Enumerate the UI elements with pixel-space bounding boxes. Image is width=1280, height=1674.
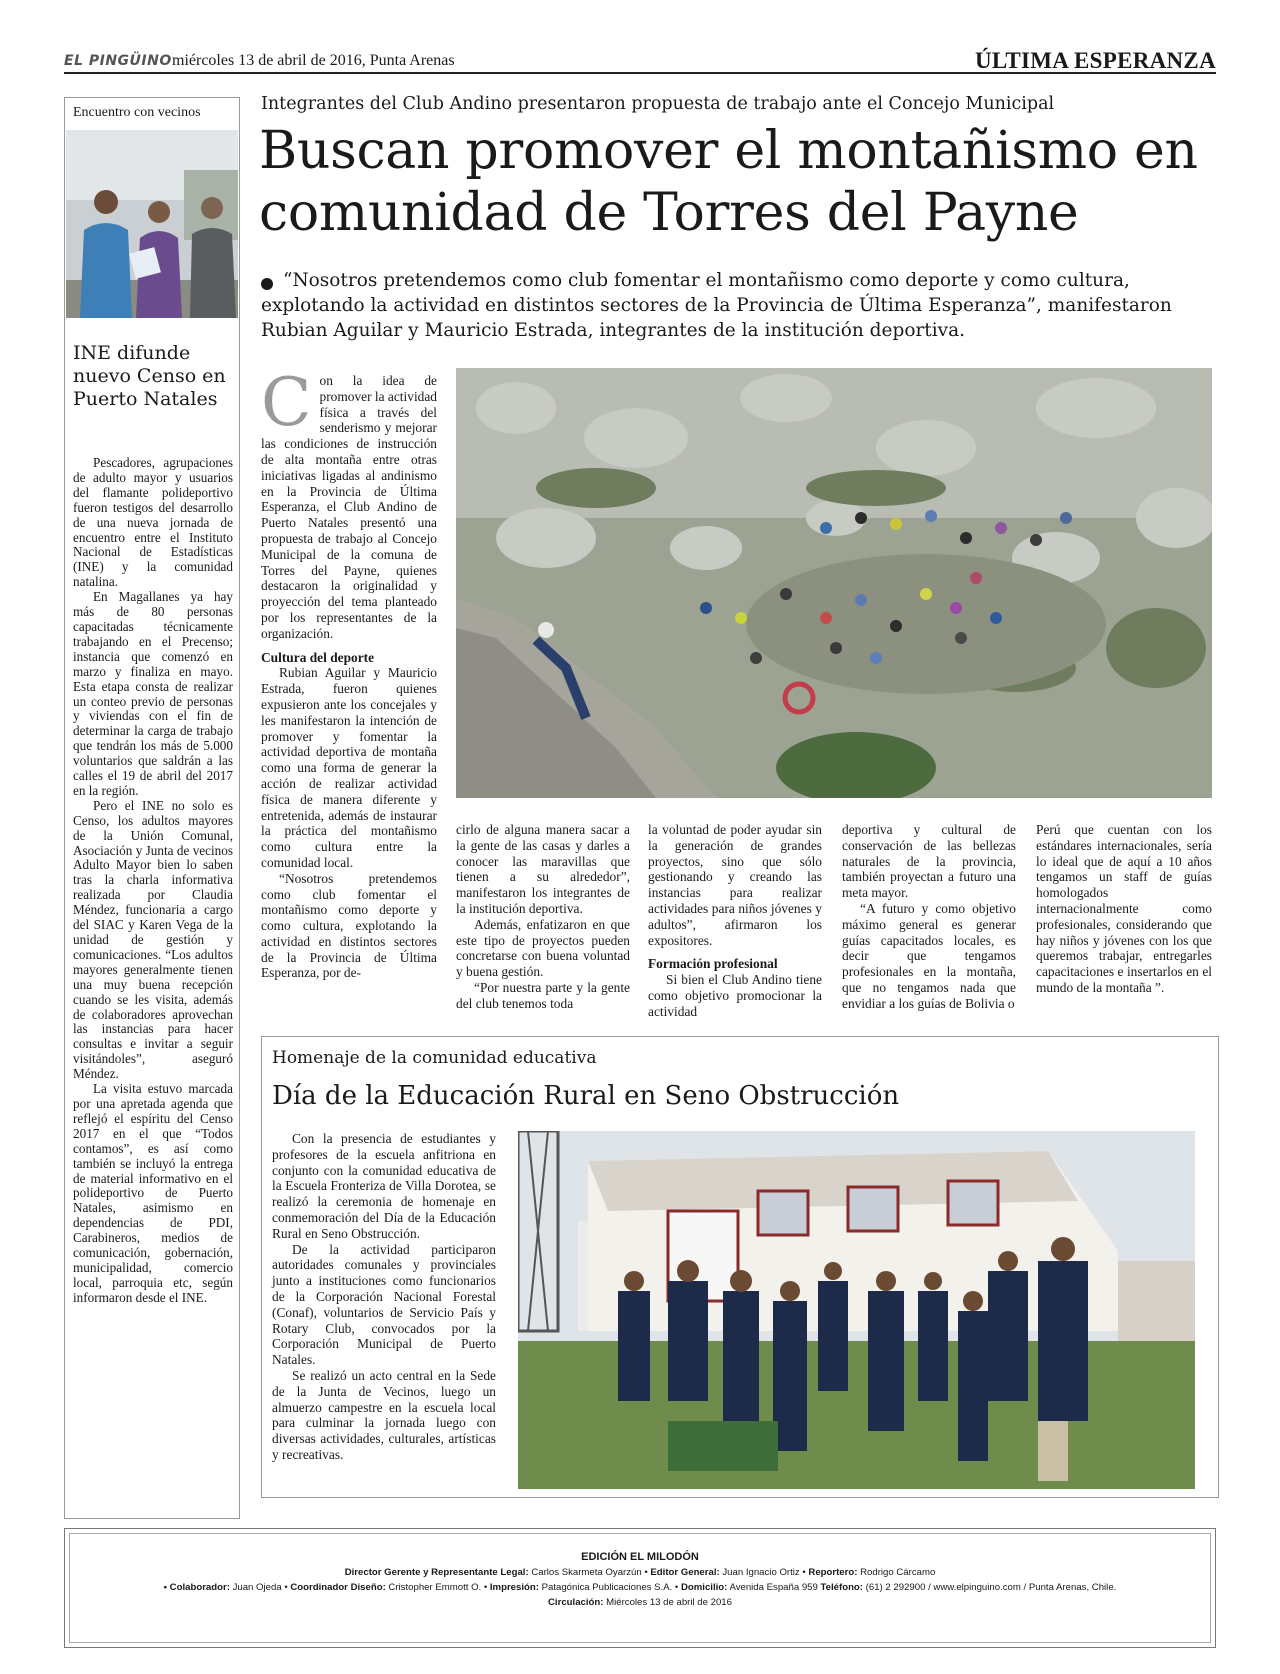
sidebar-paragraph: Pescadores, agrupaciones de adulto mayor y usuarios del flamante polideportivo fueron testigos del desarrollo de una nueva jornada de encuentro entre el Instituto Nacional de Estadísticas (INE) y la comunidad natalina.	[73, 455, 233, 590]
credit-label: Impresión:	[489, 1582, 539, 1593]
sidebar-photo	[66, 130, 238, 318]
article-kicker: Integrantes del Club Andino presentaron propuesta de trabajo ante el Concejo Municipal	[261, 94, 1055, 114]
edition-title: EDICIÓN EL MILODÓN	[581, 1551, 699, 1563]
credits-line-3	[70, 1595, 1210, 1610]
credit-label: Reportero:	[808, 1567, 858, 1578]
newspaper-logo: EL PINGÜINO	[64, 53, 172, 69]
article-column-5	[1036, 822, 1212, 996]
sidebar-headline: INE difunde nuevo Censo en Puerto Natales	[73, 342, 226, 410]
article-paragraph: la voluntad de poder ayudar sin la generación de grandes proyectos, sino que sólo gestionando y creando las instancias para realizar actividades para niños jóvenes y adultos”, afirmaron los expositores.	[648, 822, 822, 948]
sidebar-article	[64, 97, 240, 1519]
credits-footer	[64, 1528, 1216, 1648]
credits-inner	[69, 1533, 1211, 1643]
article-paragraph: “Nosotros pretendemos como club fomentar el montañismo como deporte y como cultura, explotando la actividad en distintos sectores de la Provincia de Última Esperanza, por de-	[261, 870, 437, 981]
credit-value: Carlos Skarmeta Oyarzún •	[528, 1567, 651, 1578]
credit-label: Domicilio:	[680, 1582, 728, 1593]
credit-label: Teléfono:	[820, 1582, 863, 1593]
sidebar-paragraph: Pero el INE no solo es Censo, los adultos mayores de la Unión Comunal, Asociación y Junta de vecinos Adulto Mayor bien lo saben tras la charla informativa realizada por Claudia Méndez, funcionaria a cargo del SIAC y Karen Vega de la unidad de gestión y comunicaciones. “Los adultos mayores generalmente tienen una muy buena recepción cuando se les visita, además de colaboradores aprovechan las instancias para hacer consultas e invitar a seguir visitándoles”, aseguró Méndez.	[73, 797, 233, 1082]
credit-label: Director Gerente y Representante Legal:	[344, 1567, 529, 1578]
sidebar-paragraph: En Magallanes ya hay más de 80 personas capacitadas técnicamente trabajando en el Precenso; instancia que comenzó en marzo y finaliza en mayo. Esta etapa consta de realizar un conteo previo de personas y viviendas con el fin de determinar la carga de trabajo que tendrán los más de 5.000 voluntarios que saldrán a las calles el 19 de abril del 2017 en la región.	[73, 589, 233, 798]
sidebar-caption: Encuentro con vecinos	[73, 105, 201, 120]
article-lead: “Nosotros pretendemos como club fomentar el montañismo como deporte y como cultura, explotando la actividad en distintos sectores de la Provincia de Última Esperanza”, manifestaron Rubian Aguilar y Mauricio Estrada, integrantes de la institución deportiva.	[261, 270, 1172, 341]
credits-line-1	[70, 1565, 1210, 1580]
credit-value: Patagónica Publicaciones S.A. •	[538, 1582, 681, 1593]
dateline: miércoles 13 de abril de 2016, Punta Arenas	[172, 52, 455, 69]
article-paragraph: “Por nuestra parte y la gente del club tenemos toda	[456, 979, 630, 1011]
box-body	[272, 1131, 496, 1463]
article-paragraph: Si bien el Club Andino tiene como objetivo promocionar la actividad	[648, 972, 822, 1019]
section-title: ÚLTIMA ESPERANZA	[974, 48, 1216, 73]
masthead	[64, 48, 1216, 74]
credit-label: Circulación:	[548, 1597, 604, 1608]
article-column-2	[456, 822, 630, 1012]
box-paragraph: Con la presencia de estudiantes y profesores de la escuela anfitriona en conjunto con la comunidad educativa de la Escuela Fronteriza de Villa Dorotea, se realizó la ceremonia de homenaje en conmemoración del Día de la Educación Rural en Seno Obstrucción.	[272, 1131, 496, 1241]
credits-line-2	[70, 1580, 1210, 1595]
article-text: on la idea de promover la actividad física a través del senderismo y mejorar las condiciones de instrucción de alta montaña entre otras iniciativas ligadas al andinismo en la Provincia de Última Esperanza, el Club Andino de Puerto Natales presentó una propuesta de trabajo al Concejo Municipal de la comuna de Torres del Payne, quienes destacaron la originalidad y proyección del tema planteado por los representantes de la organización.	[261, 373, 437, 641]
credit-value: Miércoles 13 de abril de 2016	[603, 1597, 732, 1608]
article-column-3	[648, 822, 822, 1020]
credit-value: Rodrigo Cárcamo	[857, 1567, 936, 1578]
credit-label: Editor General:	[650, 1567, 720, 1578]
article-headline: Buscan promover el montañismo en comunidad de Torres del Payne	[259, 121, 1198, 243]
box-paragraph: De la actividad participaron autoridades comunales y provinciales junto a instituciones como funcionarios de la Corporación Nacional Forestal (Conaf), voluntarios de Servicio País y Rotary Club, convocados por la Corporación Municipal de Puerto Natales.	[272, 1241, 496, 1368]
article-paragraph	[261, 364, 437, 642]
sidebar-paragraph: La visita estuvo marcada por una apretada agenda que reflejó el espíritu del Censo 2017 en el que “Todos contamos”, es así como también se incluyó la entrega de material informativo en el polideportivo de Puerto Natales, asimismo en dependencias de PDI, Carabineros, medios de comunicación, gobernación, municipalidad, comercio local, parroquia etc, según informaron desde el INE.	[73, 1081, 233, 1305]
article-paragraph: cirlo de alguna manera sacar a la gente de las casas y darles a conocer las maravillas que tienen a su alrededor”, manifestaron los integrantes de la institución deportiva.	[456, 822, 630, 916]
subheading: Cultura del deporte	[261, 649, 375, 665]
credit-value: (61) 2 292900 / www.elpinguino.com / Punta Arenas, Chile.	[863, 1582, 1117, 1593]
box-headline: Día de la Educación Rural en Seno Obstrucción	[272, 1081, 900, 1111]
article-column-1	[261, 364, 437, 981]
article-paragraph: Rubian Aguilar y Mauricio Estrada, fueron quienes expusieron ante los concejales y les manifestaron la intención de promover y fomentar la actividad deportiva de montaña como una forma de generar la acción de realizar actividad física de manera diferente y entretenida, además de instaurar la práctica del montañismo como cultura entre la comunidad local.	[261, 665, 437, 870]
credit-value: Avenida España 959	[727, 1582, 821, 1593]
credit-value: Cristopher Emmott O. •	[385, 1582, 490, 1593]
credit-label: • Colaborador:	[163, 1582, 230, 1593]
article-paragraph: Perú que cuentan con los estándares internacionales, sería lo ideal que de aquí a 10 años tengamos un staff de guías homologados internacionalmente como profesionales, considerando que hay niños y jóvenes con los que queremos trabajar, entregarles capacitaciones e insertarlos en el mundo de la montaña ”.	[1036, 822, 1212, 995]
club-andino-photo	[456, 368, 1212, 798]
article-paragraph: deportiva y cultural de conservación de las bellezas naturales de la provincia, también proyectan a futuro una meta mayor.	[842, 822, 1016, 901]
box-kicker: Homenaje de la comunidad educativa	[272, 1048, 597, 1068]
article-paragraph: “A futuro y como objetivo máximo general es generar guías capacitados locales, es decir que tengamos profesionales en la montaña, que no tengamos nada que envidiar a los guías de Bolivia o	[842, 900, 1016, 1011]
sidebar-body	[73, 456, 233, 1306]
credit-value: Juan Ojeda •	[229, 1582, 291, 1593]
article-column-4	[842, 822, 1016, 1012]
rural-education-photo	[518, 1131, 1195, 1489]
secondary-article-box	[261, 1036, 1219, 1498]
credit-value: Juan Ignacio Ortiz •	[719, 1567, 809, 1578]
dropcap: C	[261, 364, 312, 441]
article-paragraph: Además, enfatizaron en que este tipo de proyectos pueden concretarse con buena voluntad y buena gestión.	[456, 916, 630, 980]
credit-label: Coordinador Diseño:	[290, 1582, 386, 1593]
box-paragraph: Se realizó un acto central en la Sede de la Junta de Vecinos, luego un almuerzo campestre en la escuela local para culminar la jornada luego con diversas actividades, culturales, artísticas y recreativas.	[272, 1367, 496, 1462]
subheading: Formación profesional	[648, 956, 778, 972]
